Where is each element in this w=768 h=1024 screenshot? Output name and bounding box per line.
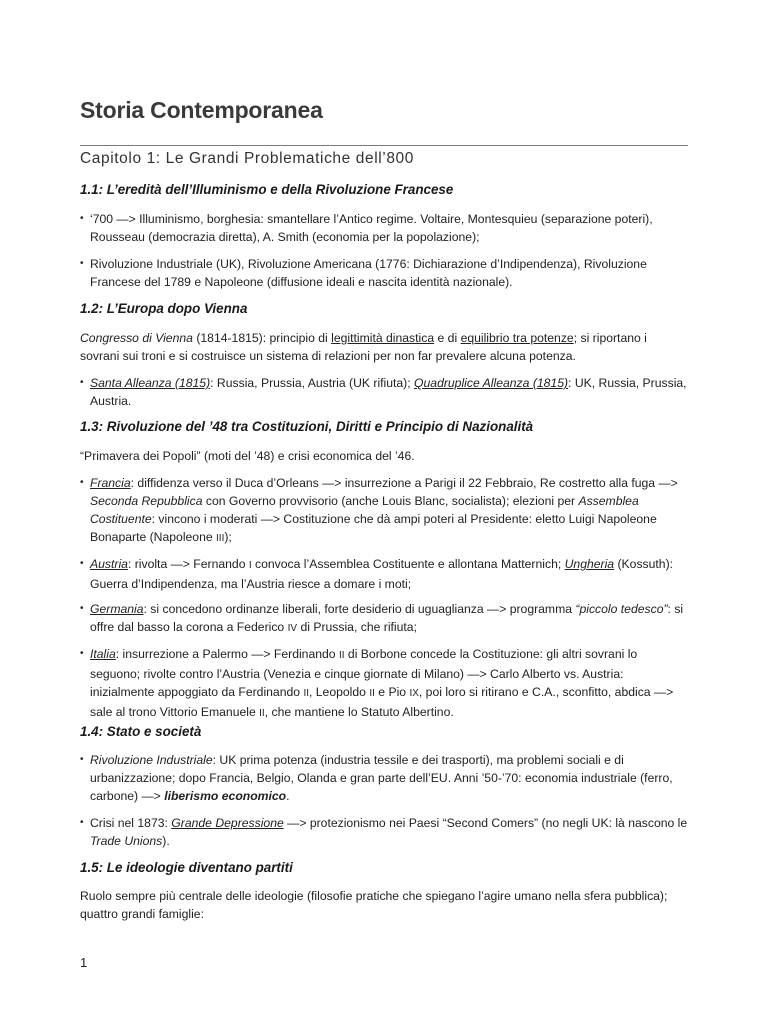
term-santa-alleanza: Santa Alleanza (1815)	[90, 376, 211, 390]
term-ungheria: Ungheria	[564, 557, 615, 571]
term-italia: Italia	[90, 647, 116, 661]
list-item	[80, 255, 688, 291]
text-run: , poi loro si ritirano e C.A., sconfitto, abdica —> sale al trono Vittorio Emanuele	[90, 685, 674, 719]
roman-numeral: IV	[287, 623, 298, 634]
text-run: : si offre dal basso la corona a Federico	[90, 602, 684, 634]
bullet-icon: •	[80, 258, 84, 269]
list-item	[80, 210, 688, 246]
section-heading-1-3: 1.3: Rivoluzione del ’48 tra Costituzioni, Diritti e Principio di Nazionalità	[80, 419, 534, 434]
term-equilibrio-potenze: equilibrio tra potenze	[460, 331, 574, 345]
chapter-heading: Capitolo 1: Le Grandi Problematiche dell’800	[80, 150, 415, 167]
text-run: (1814-1815): principio di	[192, 331, 332, 345]
roman-numeral: II	[338, 650, 345, 661]
bullet-icon: •	[80, 377, 84, 388]
text-run: : insurrezione a Palermo —> Ferdinando	[115, 647, 339, 661]
roman-numeral: II	[259, 708, 265, 719]
text-run: ).	[162, 834, 170, 848]
term-liberismo-economico: liberismo economico	[164, 789, 287, 803]
text-run: : UK, Russia, Prussia, Austria.	[90, 376, 687, 408]
list-item	[80, 814, 688, 850]
text-run: Crisi nel 1873:	[90, 816, 172, 830]
page-number: 1	[80, 955, 88, 970]
term-grande-depressione: Grande Depressione	[171, 816, 284, 830]
text-run: e di	[434, 331, 461, 345]
bullet-icon: •	[80, 213, 84, 224]
paragraph: Ruolo sempre più centrale delle ideologie (filosofie pratiche che spiegano l’agire umano nella sfera pubblica); quattro grandi famiglie:	[80, 889, 668, 921]
text-run: , Leopoldo	[309, 685, 370, 699]
text-run: convoca l’Assemblea Costituente e allontana Matternich;	[251, 557, 565, 571]
list-item	[80, 751, 688, 805]
roman-numeral: II	[369, 688, 375, 699]
bullet-icon: •	[80, 477, 84, 488]
bullet-icon: •	[80, 558, 84, 569]
bullet-icon: •	[80, 754, 84, 765]
term-legittimita-dinastica: legittimità dinastica	[331, 331, 435, 345]
roman-numeral: II	[303, 688, 309, 699]
term-congresso-vienna: Congresso di Vienna	[80, 331, 193, 345]
text-run: : vincono i moderati —> Costituzione che dà ampi poteri al Presidente: eletto Luigi Napoleone Bonaparte (Napoleone	[90, 512, 657, 544]
term-austria: Austria	[90, 557, 128, 571]
roman-numeral: IX	[409, 688, 419, 699]
paragraph: “Primavera dei Popoli” (moti del ’48) e crisi economica del ’46.	[80, 449, 415, 463]
section-heading-1-5: 1.5: Le ideologie diventano partiti	[80, 860, 293, 875]
text-run: di Prussia, che rifiuta;	[297, 620, 417, 634]
term-quadruplice-alleanza: Quadruplice Alleanza (1815)	[414, 376, 569, 390]
bullet-icon: •	[80, 648, 84, 659]
document-title: Storia Contemporanea	[80, 97, 323, 123]
bullet-icon: •	[80, 817, 84, 828]
list-item-francia	[80, 474, 688, 548]
term-assemblea-costituente: Assemblea Costituente	[90, 494, 639, 526]
text-run: : UK prima potenza (industria tessile e dei trasporti), ma problemi sociali e di urbanizzazione; dopo Francia, Belgio, Olanda e gran parte dell’EU. Anni ’50-’70: economia industriale (ferro, carbone) —>	[90, 753, 673, 803]
text-run: : rivolta —> Fernando	[127, 557, 249, 571]
term-trade-unions: Trade Unions	[90, 834, 163, 848]
roman-numeral: I	[248, 560, 252, 571]
text-run: di Borbone concede la Costituzione: gli altri sovrani lo seguono; rivolte contro l’Austria (Venezia e cinque giornate di Milano) —> Carlo Alberto vs. Austria: inizialmente appoggiato da Ferdinando	[90, 647, 638, 699]
list-item	[80, 374, 688, 410]
text-run: con Governo provvisorio (anche Louis Blanc, socialista); elezioni per	[202, 494, 579, 508]
text-run: —> protezionismo nei Paesi “Second Comers” (no negli UK: là nascono le	[283, 816, 688, 830]
term-francia: Francia	[90, 476, 131, 490]
bullet-icon: •	[80, 603, 84, 614]
term-rivoluzione-industriale: Rivoluzione Industriale	[90, 753, 213, 767]
text-run: (Kossuth): Guerra d’Indipendenza, ma l’Austria riesce a domare i moti;	[90, 557, 674, 591]
text-run: , che mantiene lo Statuto Albertino.	[264, 705, 454, 719]
section-heading-1-4: 1.4: Stato e società	[80, 724, 202, 739]
roman-numeral: III	[216, 533, 225, 544]
list-item-text: ‘700 —> Illuminismo, borghesia: smantellare l’Antico regime. Voltaire, Montesquieu (separazione poteri), Rousseau (democrazia diretta), A. Smith (economia per la popolazione);	[90, 212, 653, 244]
text-run: e Pio	[374, 685, 410, 699]
list-item-italia	[80, 645, 688, 723]
text-run: .	[286, 789, 290, 803]
text-run: );	[224, 530, 232, 544]
section-heading-1-2: 1.2: L’Europa dopo Vienna	[80, 301, 248, 316]
section-heading-1-1: 1.1: L’eredità dell’Illuminismo e della Rivoluzione Francese	[80, 182, 454, 197]
list-item-austria	[80, 555, 688, 593]
text-run: : diffidenza verso il Duca d’Orleans —> insurrezione a Parigi il 22 Febbraio, Re costretto alla fuga —>	[130, 476, 678, 490]
list-item-germania	[80, 600, 688, 638]
term-piccolo-tedesco: “piccolo tedesco”	[575, 602, 668, 616]
text-run: : Russia, Prussia, Austria (UK rifiuta);	[210, 376, 415, 390]
term-seconda-repubblica: Seconda Repubblica	[90, 494, 203, 508]
title-divider	[80, 145, 688, 146]
text-run: ; si riportano i sovrani sui troni e si costruisce un sistema di relazioni per non far prevalere alcuna potenza.	[80, 331, 647, 363]
list-item-text: Rivoluzione Industriale (UK), Rivoluzione Americana (1776: Dichiarazione d’Indipendenza), Rivoluzione Francese del 1789 e Napoleone (diffusione ideali e nascita identità nazionale).	[90, 257, 647, 289]
paragraph	[80, 329, 688, 365]
text-run: : si concedono ordinanze liberali, forte desiderio di uguaglianza —> programma	[143, 602, 576, 616]
term-germania: Germania	[90, 602, 144, 616]
